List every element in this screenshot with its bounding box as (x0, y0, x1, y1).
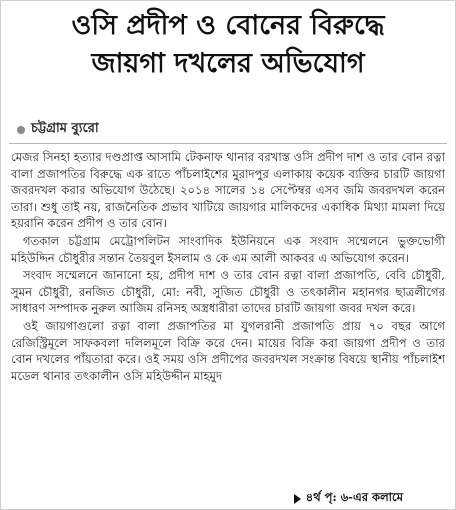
paragraph-4: ওই জায়গাগুলো রত্না বালা প্রজাপতির মা যুগলরানী প্রজাপতি প্রায় ৭০ বছর আগে রেজিস্ট্রিমূলে সাফকবলা দলিলমূলে বিক্রি করে দেন। মায়ের বিক্রি করা জায়গা প্রদীপ ও তার বোন দখলের পাঁয়তারা করে। ওই সময় ওসি প্রদীপের জবরদখল সংক্রান্ত বিষয়ে স্থানীয় পাঁচলাইশ মডেল থানার তৎকালীন ওসি মহিউদ্দীন মাহমুদ (11, 318, 445, 383)
headline-line-2: জায়গা দখলের অভিযোগ (91, 48, 365, 79)
paragraph-3: সংবাদ সম্মেলনে জানানো হয়, প্রদীপ দাশ ও তার বোন রত্না বালা প্রজাপতি, বেবি চৌধুরী, সুমন চৌধুরী, রনজিত চৌধুরী, মো: নবী, সুজিত চৌধুরী ও তৎকালীন মহানগর ছাত্রলীগের সাধারণ সম্পাদক নুরুল আজিম রনিসহ অস্ত্রধারীরা তাদের চারটি জায়গা জবর দখল করে। (11, 268, 445, 316)
divider (9, 143, 447, 144)
triangle-right-icon (294, 494, 301, 504)
paragraph-2: গতকাল চট্টগ্রাম মেট্রোপলিটন সাংবাদিক ইউনিয়নে এক সংবাদ সম্মেলনে ভুক্তভোগী মহিউদ্দিন চৌধুরীর সন্তান তৈয়বুল ইসলাম ও কে এম আলী আকবর এ অভিযোগ করেন। (11, 233, 445, 265)
headline-line-1: ওসি প্রদীপ ও বোনের বিরুদ্ধে (71, 10, 385, 41)
paragraph-1: মেজর সিনহা হত্যার দণ্ডপ্রাপ্ত আসামি টেকনাফ থানার বরখাস্ত ওসি প্রদীপ দাশ ও তার বোন রত্না বালা প্রজাপতির বিরুদ্ধে এক রাতে পাঁচলাইশের মুরাদপুর এলাকায় কয়েক ব্যক্তির চারটি জায়গা জবরদখল করার অভিযোগ উঠেছে। ২০১৪ সালের ১৪ সেপ্টেম্বর এসব জমি জবরদখল করেন তারা। শুধু তাই নয়, রাজনৈতিক প্রভাব খাটিয়ে জায়গার মালিকদের একাধিক মিথ্যা মামলা দিয়ে হয়রানি করেন প্রদীপ ও তার বোন। (11, 150, 445, 231)
headline (7, 7, 449, 83)
byline-text: চট্টগ্রাম ব্যুরো (31, 121, 99, 136)
continued-on (294, 489, 403, 508)
byline (17, 119, 99, 140)
article-body (11, 149, 445, 385)
continued-text: ৪র্থ পৃ: ৬-এর কলামে (305, 490, 403, 504)
bullet-icon (17, 126, 25, 134)
